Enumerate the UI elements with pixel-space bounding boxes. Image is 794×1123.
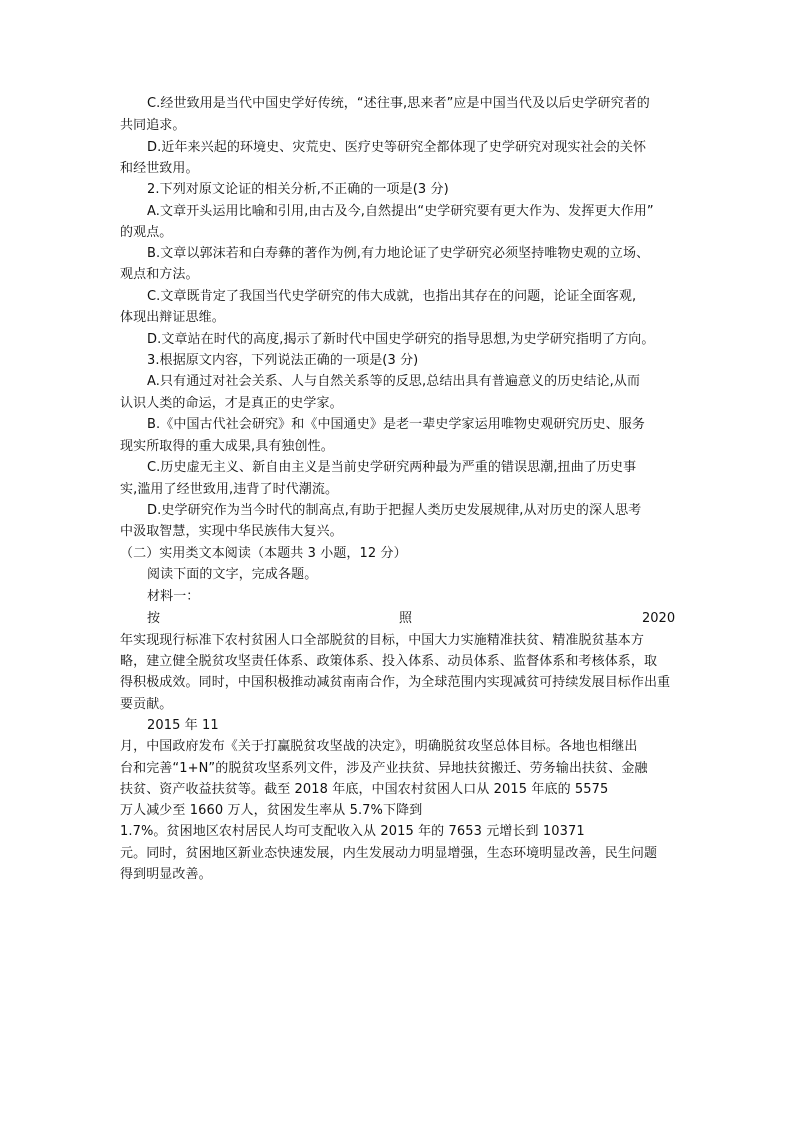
q3-option-d-line1: D.史学研究作为当今时代的制高点,有助于把握人类历史发展规律,从对历史的深人思考 xyxy=(147,503,642,518)
para-line-2: 略，建立健全脱贫攻坚责任体系、政策体系、投入体系、动员体系、监督体系和考核体系，取 xyxy=(120,654,658,669)
para-line-9: 万人减少至 1660 万人，贫困发生率从 5.7%下降到 xyxy=(120,803,423,818)
q2-option-b-line2: 观点和方法。 xyxy=(120,267,199,282)
option-c-line1: C.经世致用是当代中国史学好传统，“述往事,思来者”应是中国当代及以后史学研究者的 xyxy=(147,96,650,111)
section-heading: （二）实用类文本阅读（本题共 3 小题，12 分） xyxy=(120,546,407,561)
q3-option-d-line2: 中汲取智慧，实现中华民族伟大复兴。 xyxy=(120,524,343,539)
question-3: 3.根据原文内容，下列说法正确的一项是(3 分) xyxy=(147,353,419,368)
para-line-3: 得积极成效。同时，中国积极推动减贫南南合作，为全球范围内实现减贫可持续发展目标作出重 xyxy=(120,675,671,690)
para-line-5: 2015 年 11 xyxy=(147,718,219,733)
q3-option-c-line2: 实,滥用了经世致用,违背了时代潮流。 xyxy=(120,482,339,497)
instruction: 阅读下面的文字，完成各题。 xyxy=(147,567,318,582)
para-line-6: 月，中国政府发布《关于打赢脱贫攻坚战的决定》，明确脱贫攻坚总体目标。各地也相继出 xyxy=(120,739,638,754)
option-d-line2: 和经世致用。 xyxy=(120,161,199,176)
para-line-7: 台和完善“1+N”的脱贫攻坚系列文件，涉及产业扶贫、异地扶贫搬迁、劳务输出扶贫、金融 xyxy=(120,761,648,776)
para-line-11: 元。同时，贫困地区新业态快速发展，内生发展动力明显增强，生态环境明显改善，民生问题 xyxy=(120,846,658,861)
para-line-12: 得到明显改善。 xyxy=(120,867,212,882)
q3-option-c-line1: C.历史虚无主义、新自由主义是当前史学研究两种最为严重的错误思潮,扭曲了历史事 xyxy=(147,460,637,475)
q2-option-c-line2: 体现出辩证思维。 xyxy=(120,310,225,325)
para-line-4: 要贡献。 xyxy=(120,697,173,712)
q3-option-a-line1: A.只有通过对社会关系、人与自然关系等的反思,总结出具有普遍意义的历史结论,从而 xyxy=(147,374,641,389)
q3-option-a-line2: 认识人类的命运，才是真正的史学家。 xyxy=(120,396,343,411)
question-2: 2.下列对原文论证的相关分析,不正确的一项是(3 分) xyxy=(147,182,449,197)
para-line-10: 1.7%。贫困地区农村居民人均可支配收入从 2015 年的 7653 元增长到 10371 xyxy=(120,824,585,839)
q2-option-a-line1: A.文章开头运用比喻和引用,由古及今,自然提出“史学研究要有更大作为、发挥更大作用” xyxy=(147,204,654,219)
q3-option-b-line1: B.《中国古代社会研究》和《中国通史》是老一辈史学家运用唯物史观研究历史、服务 xyxy=(147,417,645,432)
spread-year: 2020 xyxy=(642,611,676,626)
q2-option-c-line1: C.文章既肯定了我国当代史学研究的伟大成就，也指出其存在的问题，论证全面客观, xyxy=(147,289,637,304)
q3-option-b-line2: 现实所取得的重大成果,具有独创性。 xyxy=(120,439,334,454)
spread-word-zhao: 照 xyxy=(399,611,413,626)
option-d-line1: D.近年来兴起的环境史、灾荒史、医疗史等研究全都体现了史学研究对现实社会的关怀 xyxy=(147,140,647,155)
q2-option-b-line1: B.文章以郭沫若和白寿彝的著作为例,有力地论证了史学研究必须坚持唯物史观的立场、 xyxy=(147,246,650,261)
spread-word-an: 按 xyxy=(147,611,161,626)
material-1-label: 材料一： xyxy=(147,589,200,604)
option-c-line2: 共同追求。 xyxy=(120,118,186,133)
para-line-8: 扶贫、资产收益扶贫等。截至 2018 年底，中国农村贫困人口从 2015 年底的 5575 xyxy=(120,782,609,797)
q2-option-d: D.文章站在时代的高度,揭示了新时代中国史学研究的指导思想,为史学研究指明了方向。 xyxy=(147,332,655,347)
para-line-1: 年实现现行标准下农村贫困人口全部脱贫的目标，中国大力实施精准扶贫、精准脱贫基本方 xyxy=(120,633,645,648)
q2-option-a-line2: 的观点。 xyxy=(120,225,173,240)
